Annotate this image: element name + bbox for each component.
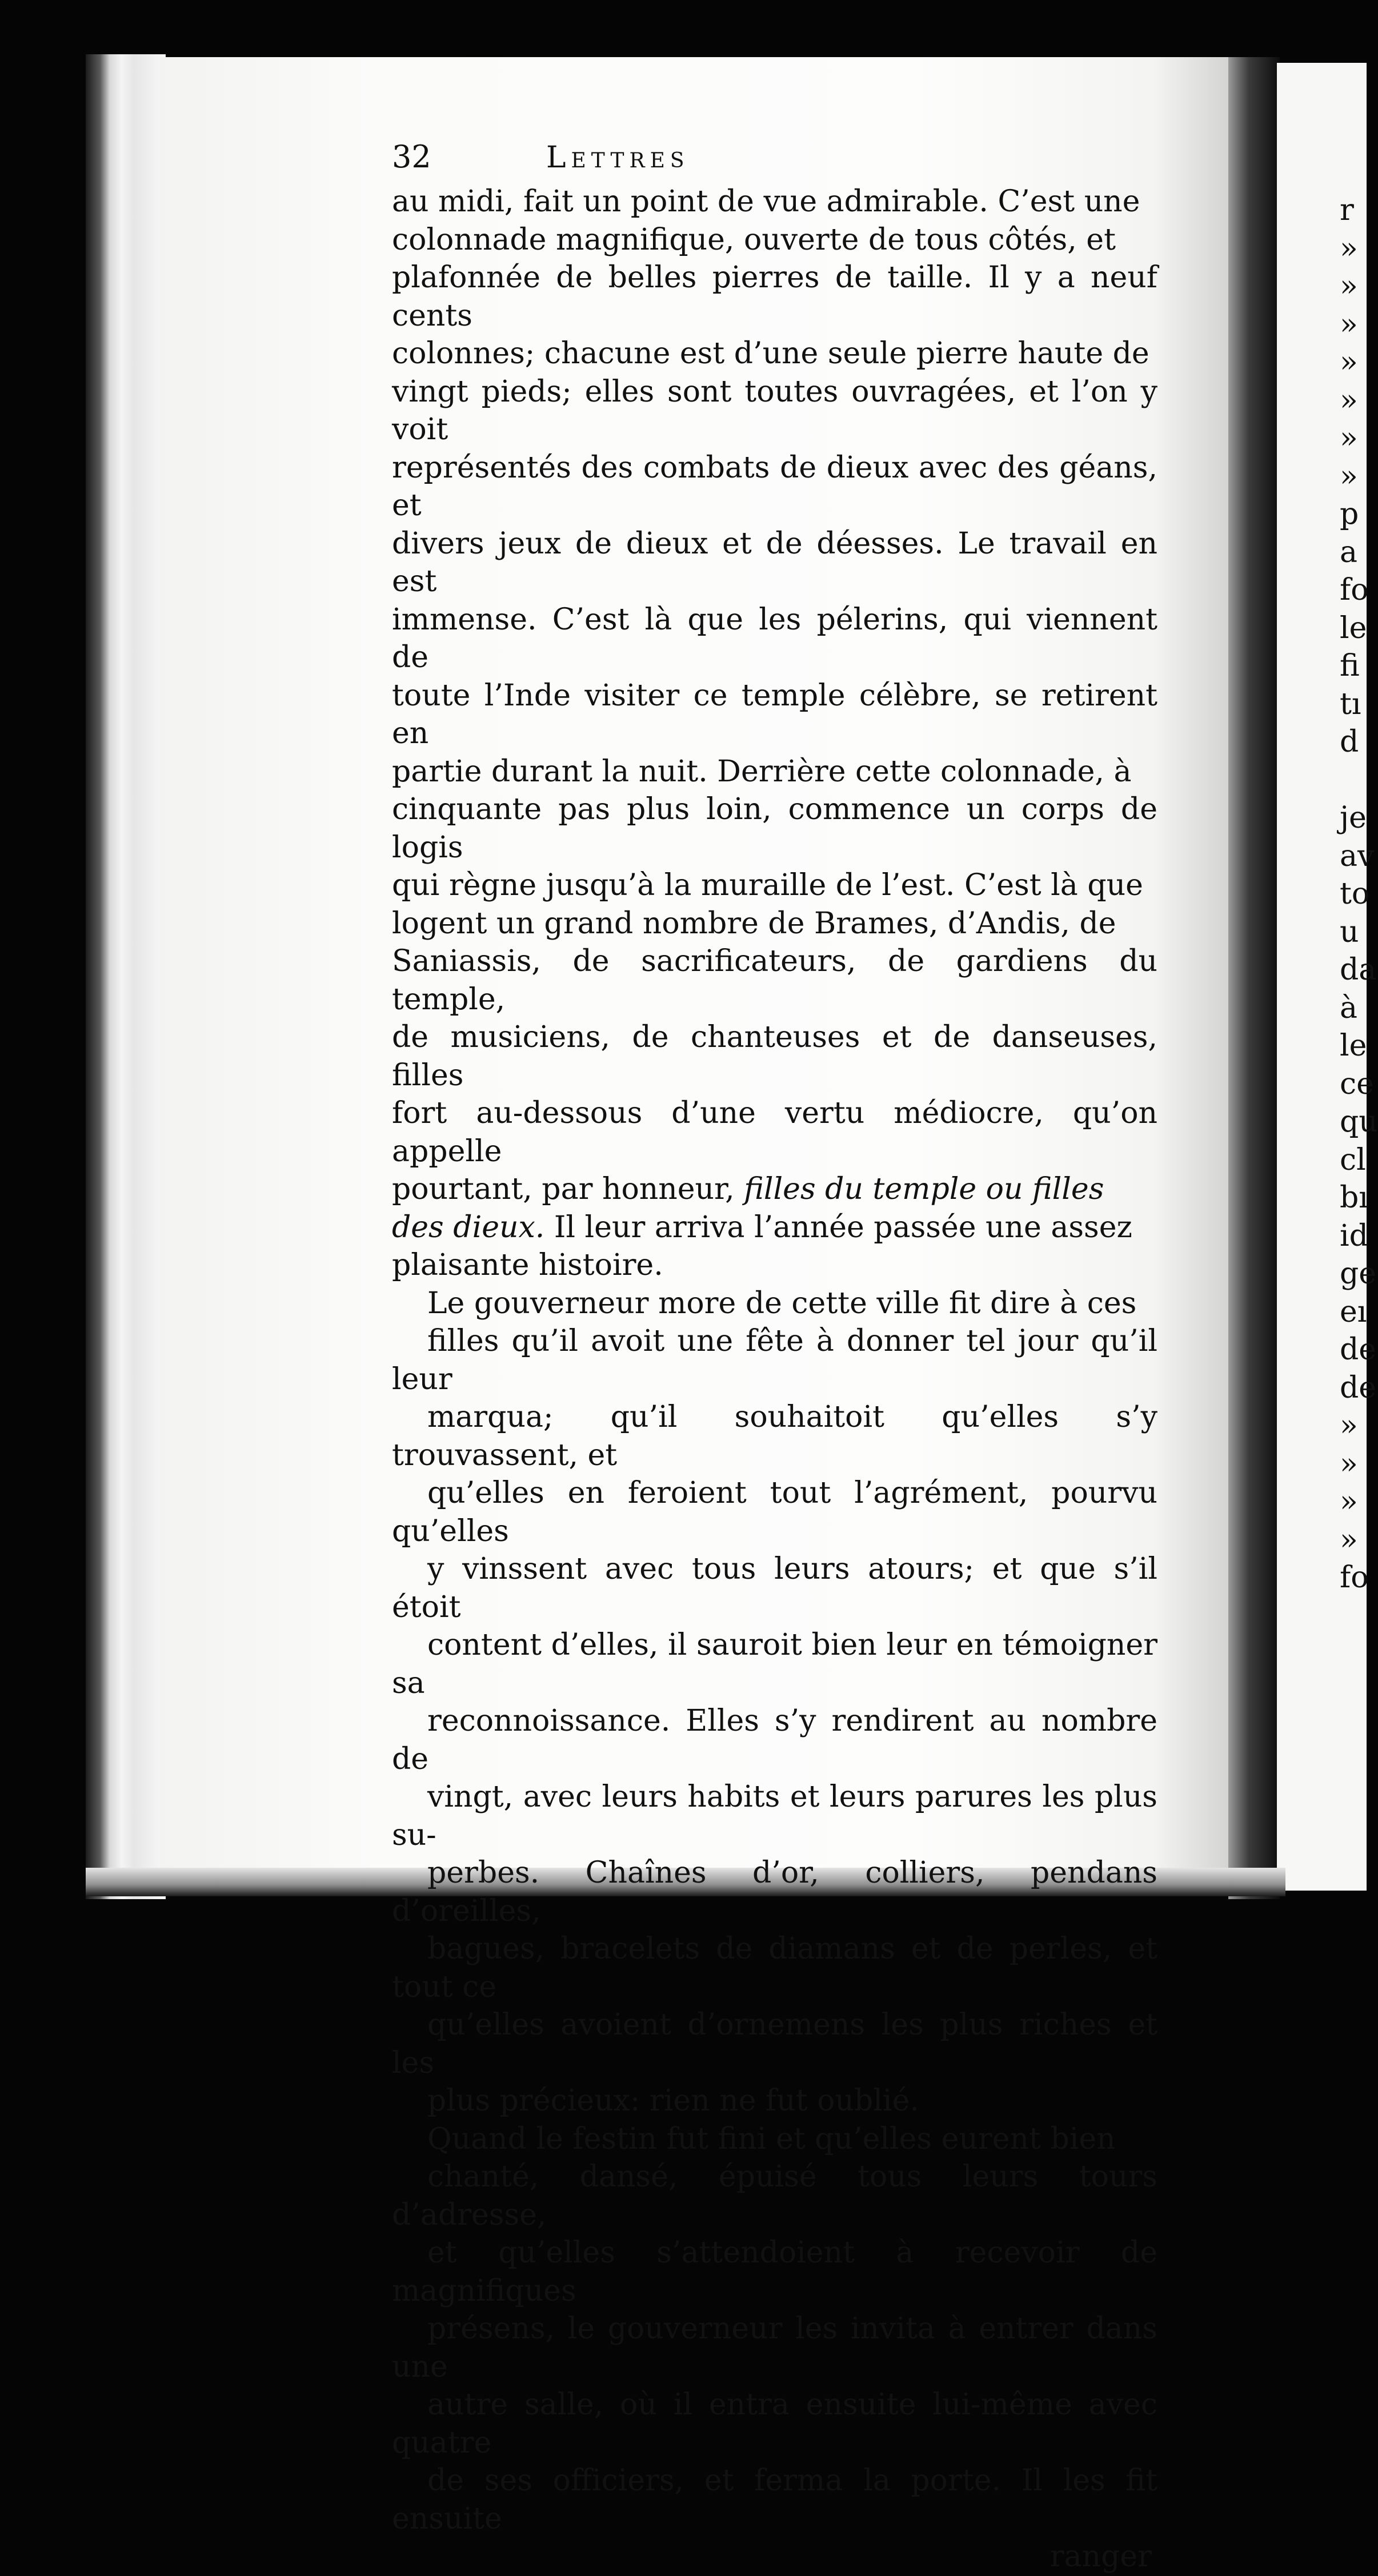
paragraph-1 [392,183,1157,1285]
facing-page-fragment: le [1340,1029,1367,1063]
facing-page-fragment: à [1340,990,1358,1025]
text-line: partie durant la nuit. Derrière cette colonnade, à [392,754,1132,789]
facing-page-fragment: » [1340,269,1358,303]
text-span: Il leur arriva l’année passée une assez [544,1210,1132,1245]
facing-page-fragment: ge [1340,1257,1377,1291]
text-line: immense. C’est là que les pélerins, qui viennent de [392,602,1157,675]
text-line: Saniassis, de sacrificateurs, de gardiens du temple, [392,944,1157,1017]
text-line: toute l’Inde visiter ce temple célèbre, se retirent en [392,678,1157,751]
facing-page-margin-text [1340,191,1378,1597]
text-line: de ses officiers, et ferma la porte. Il les fit ensuite [392,2463,1157,2536]
facing-page-fragment: ce [1340,1066,1374,1101]
text-line: perbes. Chaînes d’or, colliers, pendans d’oreilles, [392,1856,1157,1928]
text-line: reconnoissance. Elles s’y rendirent au nombre de [392,1704,1157,1776]
facing-page-fragment: av [1340,838,1375,873]
text-line: plafonnée de belles pierres de taille. Il y a neuf cents [392,260,1157,333]
text-line [392,1209,1157,1247]
facing-page-fragment [1340,761,1367,800]
text-line: vingt, avec leurs habits et leurs parures les plus su- [392,1780,1157,1852]
text-line: cinquante pas plus loin, commence un corps de logis [392,792,1157,865]
paragraph-3 [392,2120,1157,2538]
facing-page-fragment: d [1340,725,1359,759]
text-line: Quand le festin fut fini et qu’elles eurent bien [427,2121,1116,2156]
text-line: représentés des combats de dieux avec des géans, et [392,450,1157,523]
text-line: divers jeux de dieux et de déesses. Le travail en est [392,526,1157,599]
facing-page-fragment: » [1340,231,1358,266]
text-line: autre salle, où il entra ensuite lui-même avec quatre [392,2388,1157,2460]
facing-page-fragment: » [1340,307,1358,342]
text-line: chanté, dansé, épuisé tous leurs tours d’adresse, [392,2160,1157,2232]
facing-page-fragment: » [1340,1409,1358,1443]
text-line: qu’elles en feroient tout l’agrément, pourvu qu’elles [392,1476,1157,1548]
facing-page-fragment: de [1340,1370,1377,1405]
facing-page-fragment: to [1340,877,1370,911]
page-text-block [392,131,1157,2576]
facing-page-fragment: » [1340,345,1358,379]
facing-page-fragment: id [1340,1218,1368,1253]
facing-page-fragment: r [1340,193,1354,227]
spine-shadow [1228,57,1280,1899]
facing-page-fragment: je [1340,801,1367,835]
text-line: Le gouverneur more de cette ville fit dire à ces [427,1286,1137,1321]
text-line: vingt pieds; elles sont toutes ouvragées, et l’on y voit [392,374,1157,447]
catchword: ranger [1049,2539,1152,2574]
text-line: présens, le gouverneur les invita à entrer dans une [392,2312,1157,2384]
text-line: et qu’elles s’attendoient à recevoir de magnifiques [392,2236,1157,2308]
facing-page-fragment: p [1340,497,1359,531]
facing-page-fragment: » [1340,421,1358,455]
text-line: marqua; qu’il souhaitoit qu’elles s’y trouvassent, et [392,1400,1157,1472]
italic-phrase: des dieux. [392,1210,545,1245]
facing-page-fragment: » [1340,1484,1358,1519]
facing-page-fragment: » [1340,459,1358,493]
text-line: de musiciens, de chanteuses et de danseuses, filles [392,1020,1157,1093]
text-line [392,1170,1157,1209]
text-line: y vinssent avec tous leurs atours; et que s’il étoit [392,1552,1157,1624]
running-head [392,131,1157,183]
facing-page-fragment: fo [1340,573,1369,607]
text-line: content d’elles, il sauroit bien leur en témoigner sa [392,1628,1157,1700]
text-line: logent un grand nombre de Brames, d’Andis, de [392,906,1116,941]
running-title: Lettres [546,141,690,175]
text-line: colonnade magnifique, ouverte de tous côtés, et [392,222,1116,257]
italic-phrase: filles du temple ou filles [744,1172,1104,1206]
facing-page-fragment: fi [1340,649,1360,683]
text-line: au midi, fait un point de vue admirable. C’est une [392,184,1140,219]
text-line: plus précieux: rien ne fut oublié. [427,2084,919,2118]
page-number: 32 [392,139,431,175]
facing-page-fragment: bı [1340,1181,1368,1215]
text-line: colonnes; chacune est d’une seule pierre haute de [392,336,1149,371]
facing-page-fragment: le [1340,611,1367,645]
facing-page-fragment: u [1340,914,1359,949]
text-line: bagues, bracelets de diamans et de perles, et tout ce [392,1932,1157,2004]
facing-page-fragment: de [1340,1333,1377,1367]
facing-page-fragment: qu [1340,1105,1378,1139]
text-line: plaisante histoire. [392,1248,663,1282]
text-line: qu’elles avoient d’ornemens les plus riches et les [392,2008,1157,2080]
facing-page-fragment: » [1340,1446,1358,1481]
text-line: filles qu’il avoit une fête à donner tel jour qu’il leur [392,1324,1157,1397]
page-edges-left [86,54,166,1899]
text-line: fort au-dessous d’une vertu médiocre, qu’on appelle [392,1096,1157,1169]
text-span: pourtant, par honneur, [392,1172,744,1206]
facing-page-fragment: cl [1340,1142,1366,1177]
text-line: qui règne jusqu’à la muraille de l’est. C’est là que [392,868,1143,902]
facing-page-fragment: » [1340,383,1358,418]
paragraph-2 [392,1285,1157,2120]
facing-page-fragment: a [1340,535,1358,569]
facing-page-fragment: eı [1340,1294,1367,1329]
facing-page-fragment: fo [1340,1560,1369,1595]
facing-page-fragment: tı [1340,687,1361,721]
facing-page-fragment: » [1340,1522,1358,1557]
facing-page-fragment: da [1340,953,1377,987]
